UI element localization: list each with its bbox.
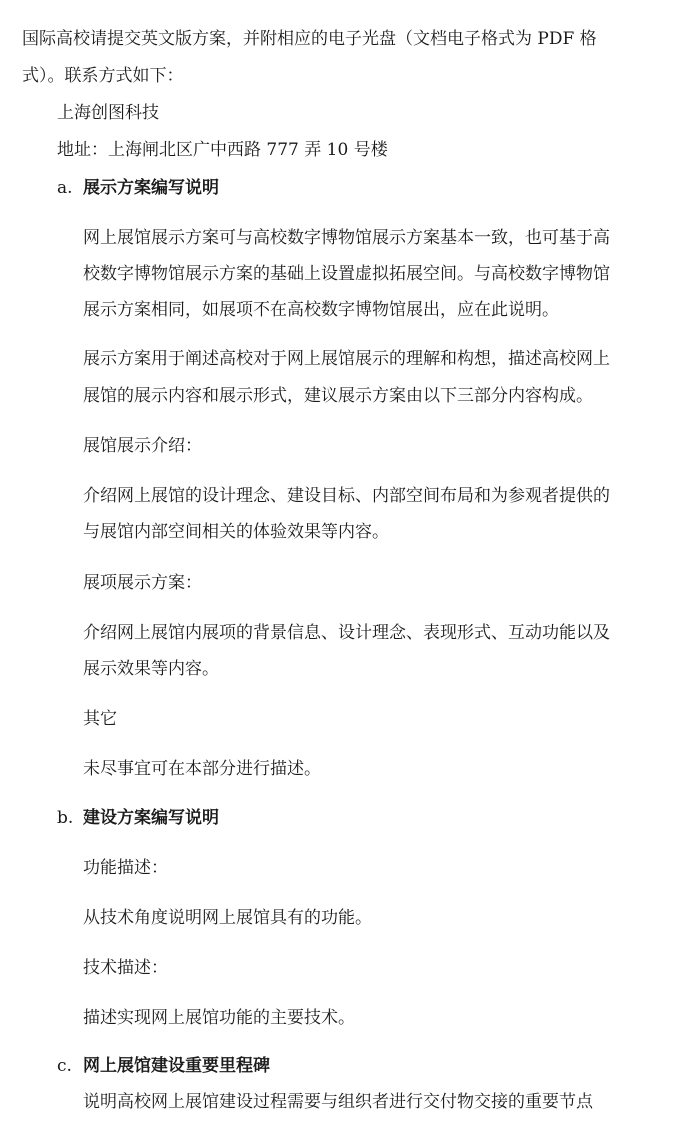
function-label: 功能描述： <box>83 858 168 878</box>
section-c-title: 网上展馆建设重要里程碑 <box>83 1056 270 1076</box>
exhibit-plan-line-1: 介绍网上展馆内展项的背景信息、设计理念、表现形式、互动功能以及 <box>83 623 610 643</box>
hall-intro-label: 展馆展示介绍： <box>83 436 202 456</box>
tech-label: 技术描述： <box>83 958 168 978</box>
hall-intro-line-1: 介绍网上展馆的设计理念、建设目标、内部空间布局和为参观者提供的 <box>83 486 610 506</box>
hall-intro-line-2: 与展馆内部空间相关的体验效果等内容。 <box>83 522 389 542</box>
section-c-desc: 说明高校网上展馆建设过程需要与组织者进行交付物交接的重要节点 <box>83 1092 593 1112</box>
section-a-para1-line-3: 展示方案相同，如展项不在高校数字博物馆展出，应在此说明。 <box>83 300 559 320</box>
section-a-para1-line-1: 网上展馆展示方案可与高校数字博物馆展示方案基本一致，也可基于高 <box>83 228 610 248</box>
section-b-title: 建设方案编写说明 <box>83 808 219 828</box>
other-label: 其它 <box>83 709 117 729</box>
tech-desc: 描述实现网上展馆功能的主要技术。 <box>83 1008 355 1028</box>
section-a-heading <box>57 176 219 200</box>
intro-line-1: 国际高校请提交英文版方案，并附相应的电子光盘（文档电子格式为 PDF 格 <box>22 29 597 49</box>
section-c-marker: c. <box>57 1056 72 1076</box>
section-a-para2-line-2: 展馆的展示内容和展示形式，建议展示方案由以下三部分内容构成。 <box>83 386 593 406</box>
section-b-heading <box>57 806 219 830</box>
exhibit-plan-line-2: 展示效果等内容。 <box>83 659 219 679</box>
contact-company: 上海创图科技 <box>57 103 159 123</box>
exhibit-plan-label: 展项展示方案： <box>83 573 202 593</box>
contact-address: 地址：上海闸北区广中西路 777 弄 10 号楼 <box>57 140 388 160</box>
section-a-title: 展示方案编写说明 <box>83 178 219 198</box>
section-b-marker: b. <box>57 808 74 828</box>
section-a-marker: a. <box>57 178 73 198</box>
function-desc: 从技术角度说明网上展馆具有的功能。 <box>83 908 372 928</box>
intro-line-2: 式）。联系方式如下： <box>22 66 184 86</box>
section-c-heading <box>57 1054 270 1078</box>
other-desc: 未尽事宜可在本部分进行描述。 <box>83 759 321 779</box>
section-a-para1-line-2: 校数字博物馆展示方案的基础上设置虚拟拓展空间。与高校数字博物馆 <box>83 264 610 284</box>
section-a-para2-line-1: 展示方案用于阐述高校对于网上展馆展示的理解和构想，描述高校网上 <box>83 349 610 369</box>
